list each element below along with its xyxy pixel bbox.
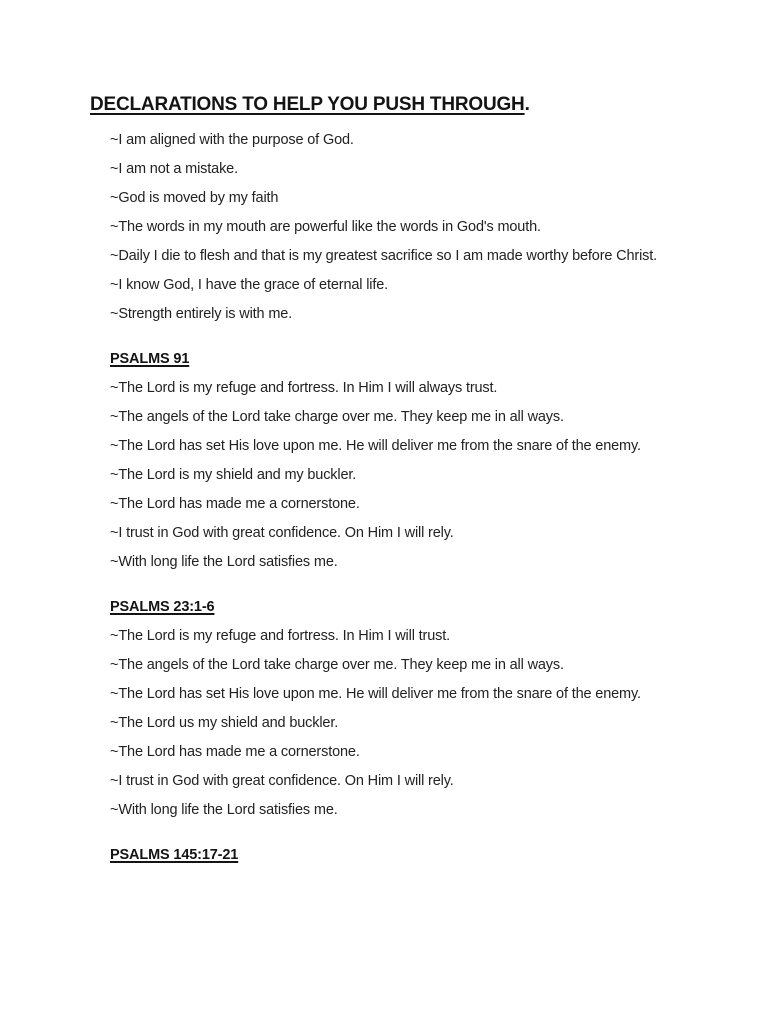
declaration-line: ~God is moved by my faith <box>110 190 279 206</box>
document-body <box>110 132 728 863</box>
declaration-line: ~The angels of the Lord take charge over me. They keep me in all ways. <box>110 409 564 425</box>
declaration-line: ~The Lord is my refuge and fortress. In Him I will trust. <box>110 628 450 644</box>
declaration-line: ~I know God, I have the grace of eternal life. <box>110 277 389 293</box>
document-title-period: . <box>524 94 530 115</box>
declaration-line: ~The Lord has set His love upon me. He will deliver me from the snare of the enemy. <box>110 686 641 702</box>
document-title <box>90 94 728 116</box>
declaration-line: ~The Lord us my shield and buckler. <box>110 715 339 731</box>
declaration-line: ~The angels of the Lord take charge over me. They keep me in all ways. <box>110 657 564 673</box>
declaration-line: ~The Lord is my refuge and fortress. In Him I will always trust. <box>110 380 498 396</box>
section-heading-psalms-91: PSALMS 91 <box>110 351 190 367</box>
declaration-line: ~The Lord has set His love upon me. He will deliver me from the snare of the enemy. <box>110 438 641 454</box>
declaration-line: ~I trust in God with great confidence. On Him I will rely. <box>110 773 454 789</box>
declaration-line: ~With long life the Lord satisfies me. <box>110 802 338 818</box>
declaration-line: ~I am aligned with the purpose of God. <box>110 132 354 148</box>
declaration-line: ~Strength entirely is with me. <box>110 306 293 322</box>
declaration-line: ~The words in my mouth are powerful like the words in God's mouth. <box>110 219 541 235</box>
declaration-line: ~I am not a mistake. <box>110 161 238 177</box>
declaration-line: ~The Lord has made me a cornerstone. <box>110 496 360 512</box>
section-heading-psalms-145-17-21: PSALMS 145:17-21 <box>110 847 239 863</box>
declaration-line: ~The Lord has made me a cornerstone. <box>110 744 360 760</box>
declaration-line: ~With long life the Lord satisfies me. <box>110 554 338 570</box>
declaration-line: ~I trust in God with great confidence. On Him I will rely. <box>110 525 454 541</box>
declaration-line: ~The Lord is my shield and my buckler. <box>110 467 357 483</box>
declaration-line: ~Daily I die to flesh and that is my greatest sacrifice so I am made worthy before Christ. <box>110 248 658 264</box>
document-title-text: DECLARATIONS TO HELP YOU PUSH THROUGH <box>90 94 525 115</box>
section-heading-psalms-23-1-6: PSALMS 23:1-6 <box>110 599 215 615</box>
